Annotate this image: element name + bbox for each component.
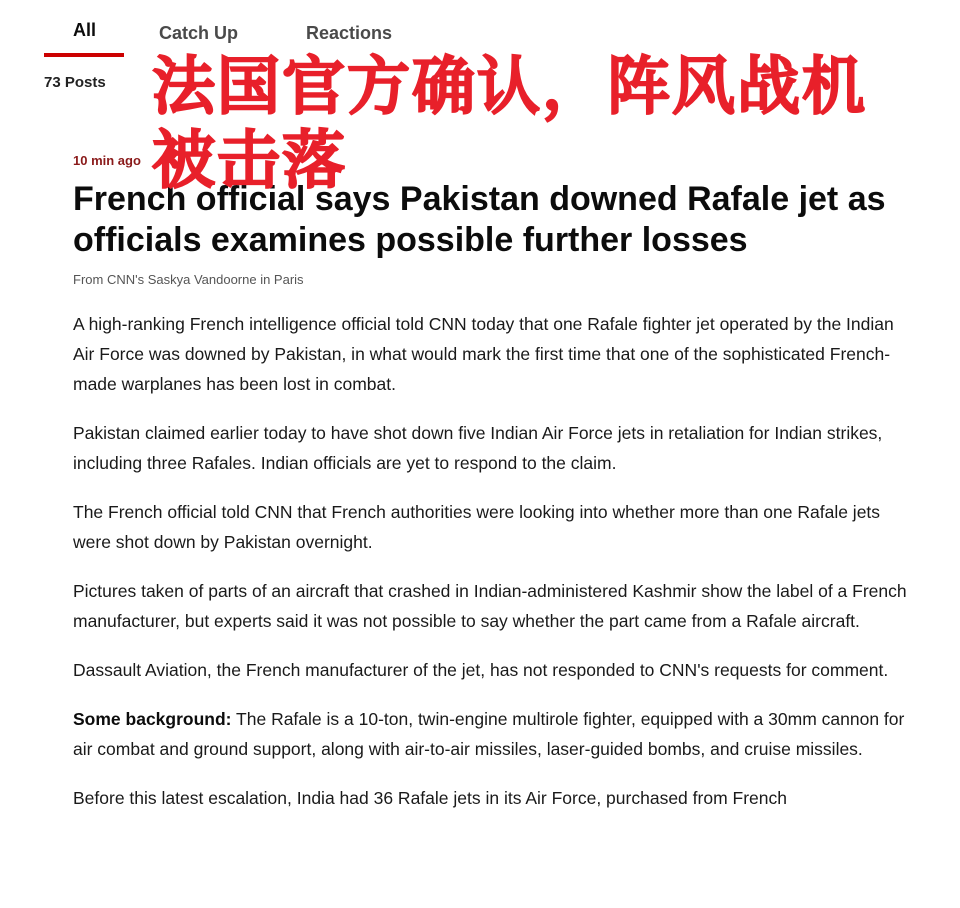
- post-headline: French official says Pakistan downed Rafale jet as officials examines possible further losses: [73, 180, 886, 259]
- tab-catch-up[interactable]: Catch Up: [159, 23, 239, 43]
- background-paragraph: [73, 704, 913, 764]
- paragraph: Before this latest escalation, India had 36 Rafale jets in its Air Force, purchased from French: [73, 788, 787, 808]
- posts-count: 73 Posts: [44, 74, 106, 91]
- paragraph: Dassault Aviation, the French manufacturer of the jet, has not responded to CNN's requests for comment.: [73, 660, 889, 680]
- paragraph: A high-ranking French intelligence official told CNN today that one Rafale fighter jet operated by the Indian Air Force was downed by Pakistan, in what would mark the first time that one of the sophisticated French-made warplanes has been lost in combat.: [73, 314, 894, 394]
- paragraph: The French official told CNN that French authorities were looking into whether more than one Rafale jets were shot down by Pakistan overnight.: [73, 502, 881, 552]
- active-tab-indicator: [44, 53, 124, 57]
- post-body: [73, 309, 913, 832]
- paragraph: Pakistan claimed earlier today to have shot down five Indian Air Force jets in retaliation for Indian strikes, including three Rafales. Indian officials are yet to respond to the claim.: [73, 423, 883, 473]
- tab-all[interactable]: All: [73, 20, 97, 40]
- overlay-caption: [152, 50, 912, 198]
- background-label: Some background:: [73, 709, 232, 729]
- post-timestamp: 10 min ago: [73, 153, 141, 168]
- background-text: The Rafale is a 10-ton, twin-engine multirole fighter, equipped with a 30mm cannon for air combat and ground support, along with air-to-air missiles, laser-guided bombs, and cruise missiles.: [73, 709, 905, 759]
- overlay-caption-line-2: 被击落: [152, 124, 347, 197]
- paragraph: Pictures taken of parts of an aircraft that crashed in Indian-administered Kashmir show the label of a French manufacturer, but experts said it was not possible to say whether the part came from a Rafale aircraft.: [73, 581, 907, 631]
- overlay-caption-line-1: 法国官方确认，阵风战机: [152, 50, 867, 123]
- post-byline: From CNN's Saskya Vandoorne in Paris: [73, 272, 304, 287]
- tab-reactions[interactable]: Reactions: [306, 23, 393, 43]
